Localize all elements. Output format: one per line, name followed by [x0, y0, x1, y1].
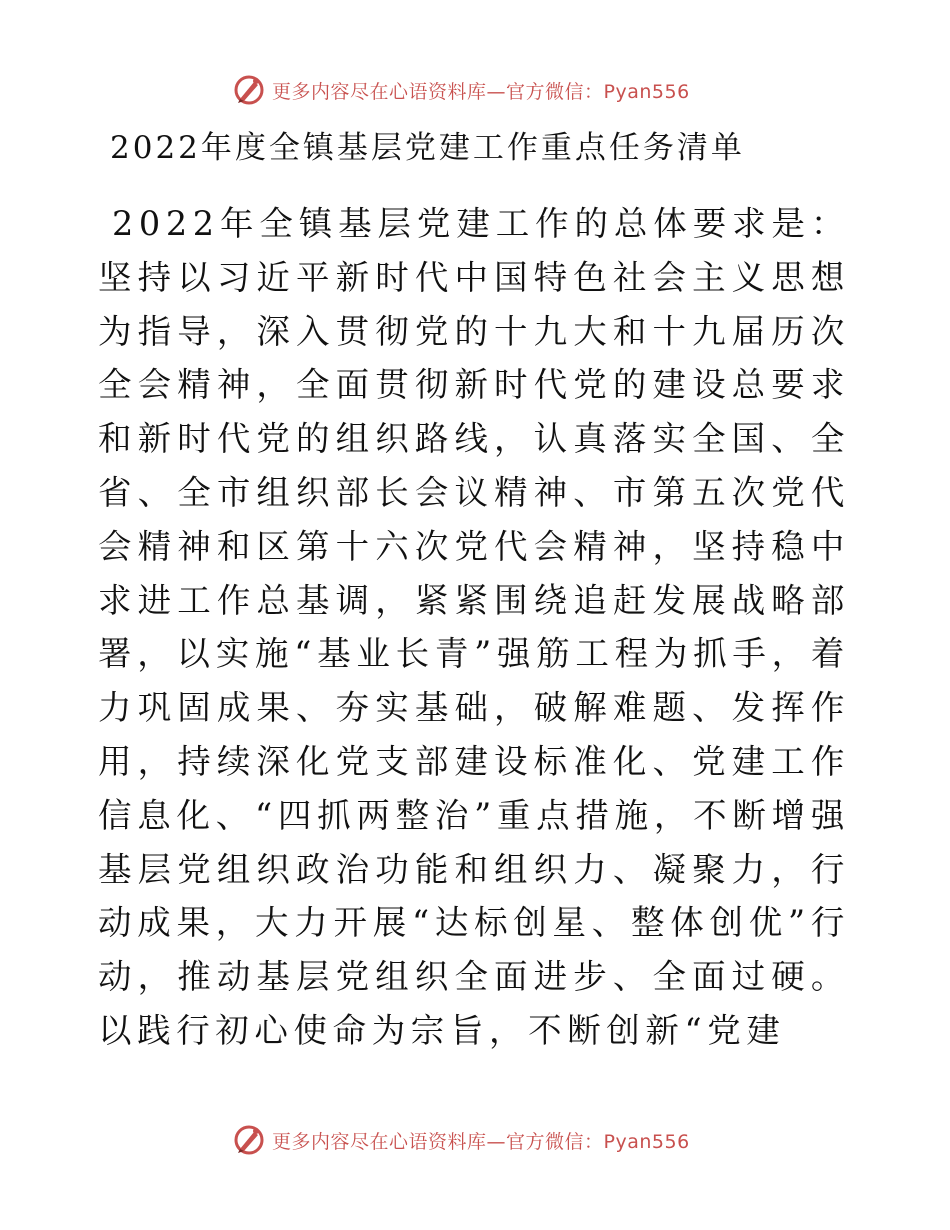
- document-title: 2022年度全镇基层党建工作重点任务清单: [110, 130, 745, 166]
- watermark-footer: [232, 1122, 690, 1158]
- watermark-header: [232, 72, 690, 108]
- watermark-text: 更多内容尽在心语资料库—官方微信：Pyan556: [272, 1130, 690, 1153]
- document-body-paragraph: 2022年全镇基层党建工作的总体要求是：坚持以习近平新时代中国特色社会主义思想为指导，深入贯彻党的十九大和十九届历次全会精神，全面贯彻新时代党的建设总要求和新时代党的组织路线，认真落实全国、全省、全市组织部长会议精神、市第五次党代会精神和区第十六次党代会精神，坚持稳中求进工作总基调，紧紧围绕追赶发展战略部署，以实施“基业长青”强筋工程为抓手，着力巩固成果、夯实基础，破解难题、发挥作用，持续深化党支部建设标准化、党建工作信息化、“四抓两整治”重点措施，不断增强基层党组织政治功能和组织力、凝聚力，行动成果，大力开展“达标创星、整体创优”行动，推动基层党组织全面进步、全面过硬。以践行初心使命为宗旨，不断创新“党建: [98, 204, 850, 1050]
- watermark-text: 更多内容尽在心语资料库—官方微信：Pyan556: [272, 80, 690, 103]
- pen-circle-logo-icon: [232, 73, 266, 107]
- pen-circle-logo-icon: [232, 1123, 266, 1157]
